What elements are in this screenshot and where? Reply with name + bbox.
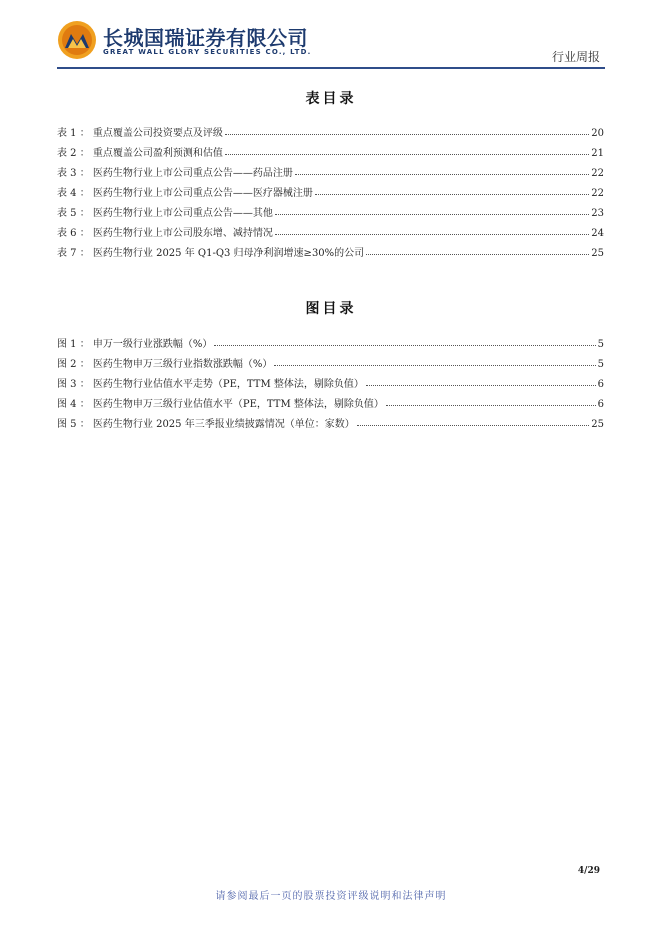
- toc-entry-figure-5[interactable]: [57, 410, 604, 430]
- toc-entry-table-3[interactable]: [57, 159, 604, 179]
- toc-entry-table-1[interactable]: [57, 119, 604, 139]
- toc-leader-dots: [225, 134, 589, 135]
- toc-entry-table-2[interactable]: [57, 139, 604, 159]
- toc-entry-page: 6: [597, 399, 604, 410]
- toc-leader-dots: [274, 365, 595, 366]
- toc-leader-dots: [366, 254, 589, 255]
- toc-entry-page: 23: [591, 208, 604, 219]
- tables-toc-title: 表目录: [305, 91, 357, 107]
- toc-entry-label: 图 3 ： 医药生物行业估值水平走势（PE，TTM 整体法，剔除负值）: [57, 379, 364, 390]
- page-header: [57, 20, 605, 72]
- toc-entry-label: 表 6 ： 医药生物行业上市公司股东增、减持情况: [57, 228, 273, 239]
- toc-entry-label: 图 1 ： 申万一级行业涨跌幅（%）: [57, 339, 213, 350]
- toc-entry-label: 表 3 ： 医药生物行业上市公司重点公告——药品注册: [57, 168, 293, 179]
- toc-entry-label: 图 2 ： 医药生物申万三级行业指数涨跌幅（%）: [57, 359, 273, 370]
- toc-leader-dots: [315, 194, 589, 195]
- toc-entry-figure-4[interactable]: [57, 390, 604, 410]
- toc-leader-dots: [295, 174, 589, 175]
- toc-entry-page: 22: [591, 168, 604, 179]
- toc-entry-label: 表 1 ： 重点覆盖公司投资要点及评级: [57, 128, 223, 139]
- toc-entry-page: 5: [597, 359, 604, 370]
- toc-leader-dots: [275, 214, 589, 215]
- header-divider: [57, 67, 605, 69]
- toc-entry-page: 25: [591, 419, 604, 430]
- toc-entry-label: 表 2 ： 重点覆盖公司盈利预测和估值: [57, 148, 223, 159]
- toc-entry-table-6[interactable]: [57, 219, 604, 239]
- toc-entry-figure-1[interactable]: [57, 330, 604, 350]
- company-logo-icon: [57, 20, 97, 60]
- toc-entry-figure-3[interactable]: [57, 370, 604, 390]
- toc-entry-label: 表 5 ： 医药生物行业上市公司重点公告——其他: [57, 208, 273, 219]
- toc-leader-dots: [214, 345, 595, 346]
- toc-entry-label: 图 5 ： 医药生物行业 2025 年三季报业绩披露情况（单位：家数）: [57, 419, 355, 430]
- page-number: 4/29: [577, 866, 600, 876]
- toc-entry-label: 表 7 ： 医药生物行业 2025 年 Q1-Q3 归母净利润增速≥30%的公司: [57, 248, 365, 259]
- toc-leader-dots: [357, 425, 590, 426]
- document-type: 行业周报: [551, 50, 600, 64]
- toc-entry-page: 21: [591, 148, 604, 159]
- toc-entry-page: 20: [591, 128, 604, 139]
- toc-entry-label: 表 4 ： 医药生物行业上市公司重点公告——医疗器械注册: [57, 188, 313, 199]
- toc-leader-dots: [225, 154, 589, 155]
- figures-toc-title: 图目录: [305, 301, 357, 317]
- toc-entry-table-5[interactable]: [57, 199, 604, 219]
- toc-entry-table-4[interactable]: [57, 179, 604, 199]
- toc-entry-page: 6: [597, 379, 604, 390]
- toc-entry-figure-2[interactable]: [57, 350, 604, 370]
- toc-entry-page: 5: [597, 339, 604, 350]
- company-name-en: GREAT WALL GLORY SECURITIES CO., LTD.: [103, 48, 312, 56]
- toc-leader-dots: [386, 405, 596, 406]
- toc-leader-dots: [366, 385, 596, 386]
- company-name-cn: 长城国瑞证券有限公司: [103, 26, 308, 50]
- toc-entry-page: 24: [591, 228, 604, 239]
- toc-entry-label: 图 4 ： 医药生物申万三级行业估值水平（PE，TTM 整体法，剔除负值）: [57, 399, 384, 410]
- footer-disclaimer[interactable]: 请参阅最后一页的股票投资评级说明和法律声明: [215, 891, 447, 902]
- tables-toc-list: [57, 119, 604, 259]
- toc-entry-page: 25: [591, 248, 604, 259]
- toc-entry-table-7[interactable]: [57, 239, 604, 259]
- toc-entry-page: 22: [591, 188, 604, 199]
- figures-toc-list: [57, 330, 604, 430]
- toc-leader-dots: [275, 234, 589, 235]
